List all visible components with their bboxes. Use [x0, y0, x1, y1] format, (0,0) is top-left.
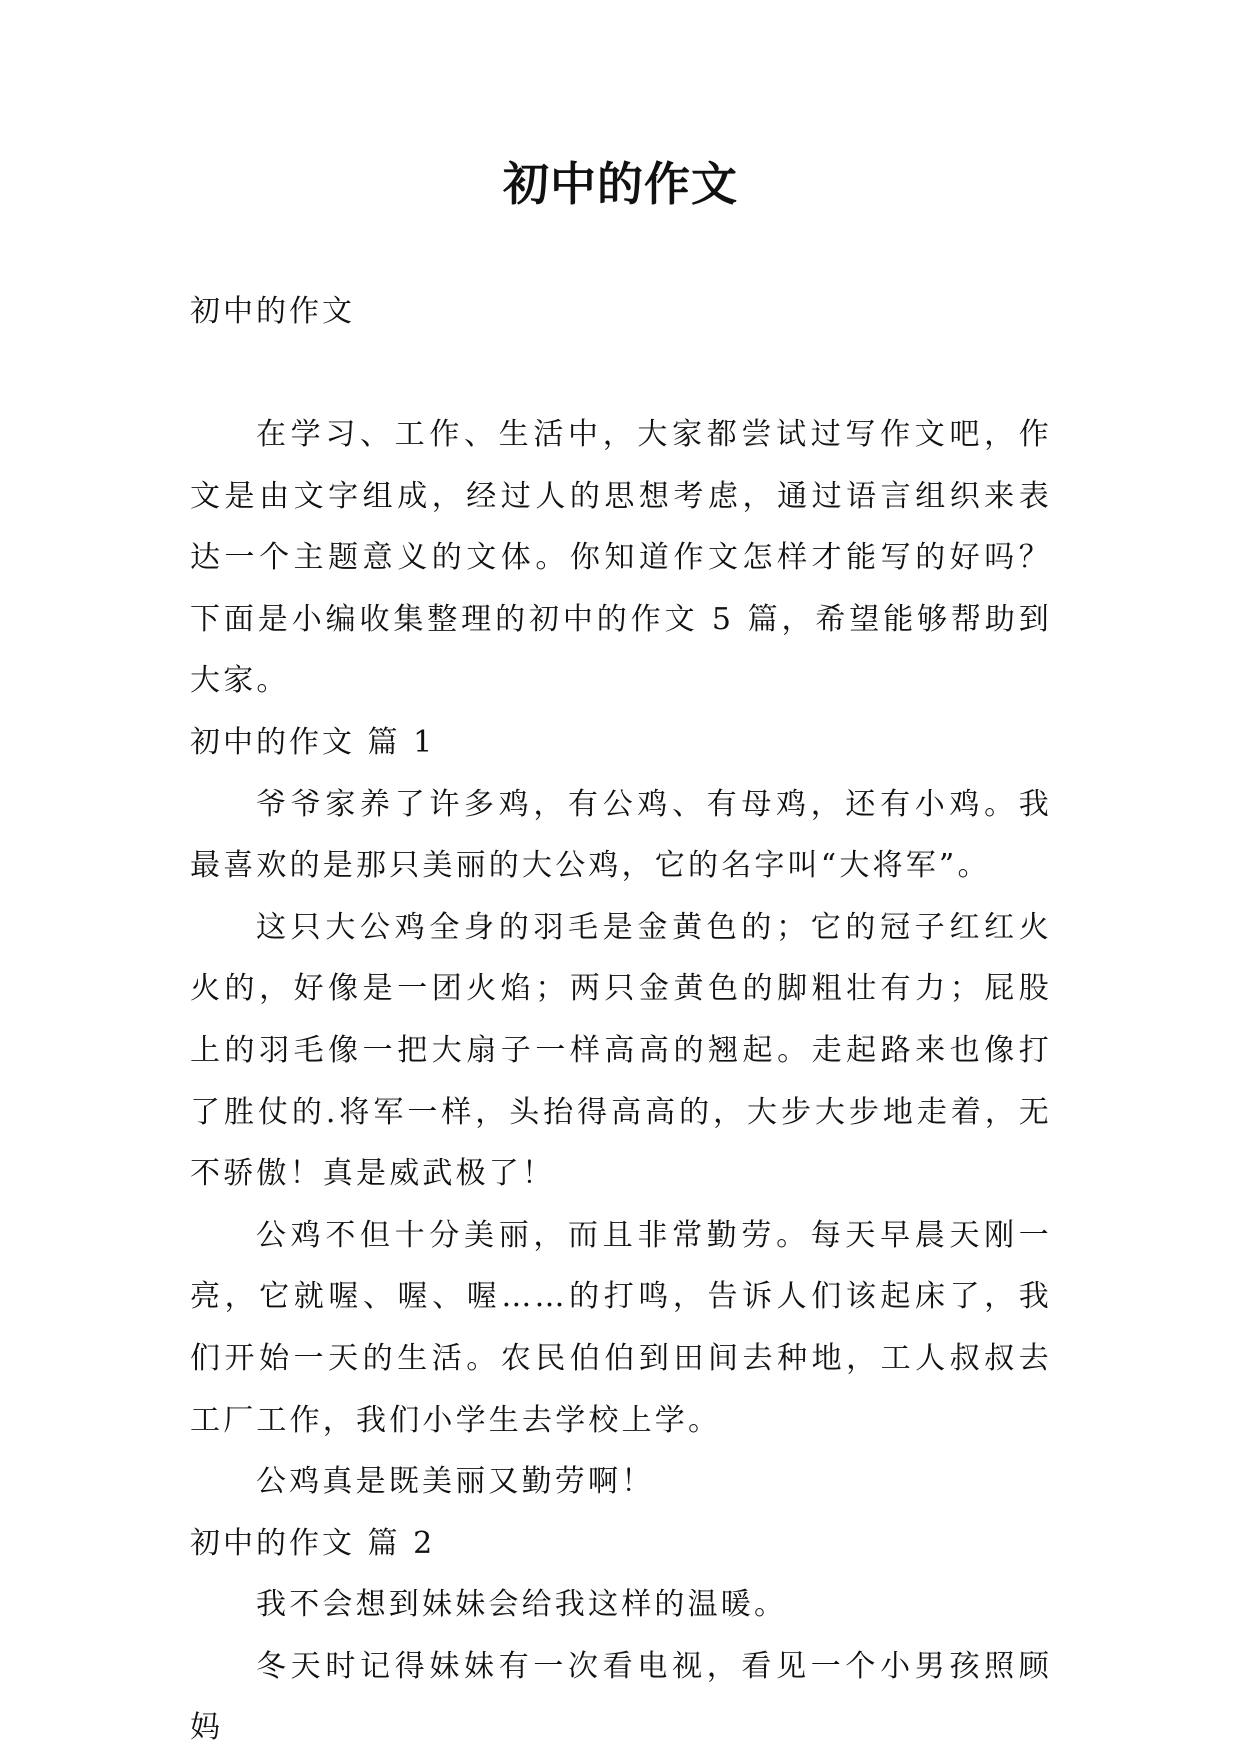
- section-1-paragraph: 公鸡不但十分美丽，而且非常勤劳。每天早晨天刚一亮，它就喔、喔、喔……的打鸣，告诉人们该起床了，我们开始一天的生活。农民伯伯到田间去种地，工人叔叔去工厂工作，我们小学生去学校上学。: [190, 1217, 1052, 1438]
- document-subtitle: 初中的作文: [190, 294, 355, 329]
- section-heading-1: 初中的作文 篇 1: [190, 724, 436, 760]
- section-1-paragraph: 这只大公鸡全身的羽毛是金黄色的；它的冠子红红火火的，好像是一团火焰；两只金黄色的脚粗壮有力；屁股上的羽毛像一把大扇子一样高高的翘起。走起路来也像打了胜仗的.将军一样，头抬得高高的，大步大步地走着，无不骄傲！真是威武极了！: [190, 909, 1052, 1192]
- section-2-paragraph: 我不会想到妹妹会给我这样的温暖。: [256, 1587, 788, 1623]
- document-title: 初中的作文: [503, 157, 738, 211]
- document-body: [190, 404, 1052, 1759]
- section-2-paragraph: 冬天时记得妹妹有一次看电视，看见一个小男孩照顾妈: [190, 1648, 1052, 1746]
- intro-paragraph: 在学习、工作、生活中，大家都尝试过写作文吧，作文是由文字组成，经过人的思想考虑，通过语言组织来表达一个主题意义的文体。你知道作文怎样才能写的好吗？下面是小编收集整理的初中的作文 5 篇，希望能够帮助到大家。: [190, 417, 1052, 699]
- section-1-paragraph: 公鸡真是既美丽又勤劳啊！: [256, 1464, 655, 1500]
- section-heading-2: 初中的作文 篇 2: [190, 1525, 436, 1561]
- section-1-paragraph: 爷爷家养了许多鸡，有公鸡、有母鸡，还有小鸡。我最喜欢的是那只美丽的大公鸡，它的名字叫“大将军”。: [190, 786, 1052, 884]
